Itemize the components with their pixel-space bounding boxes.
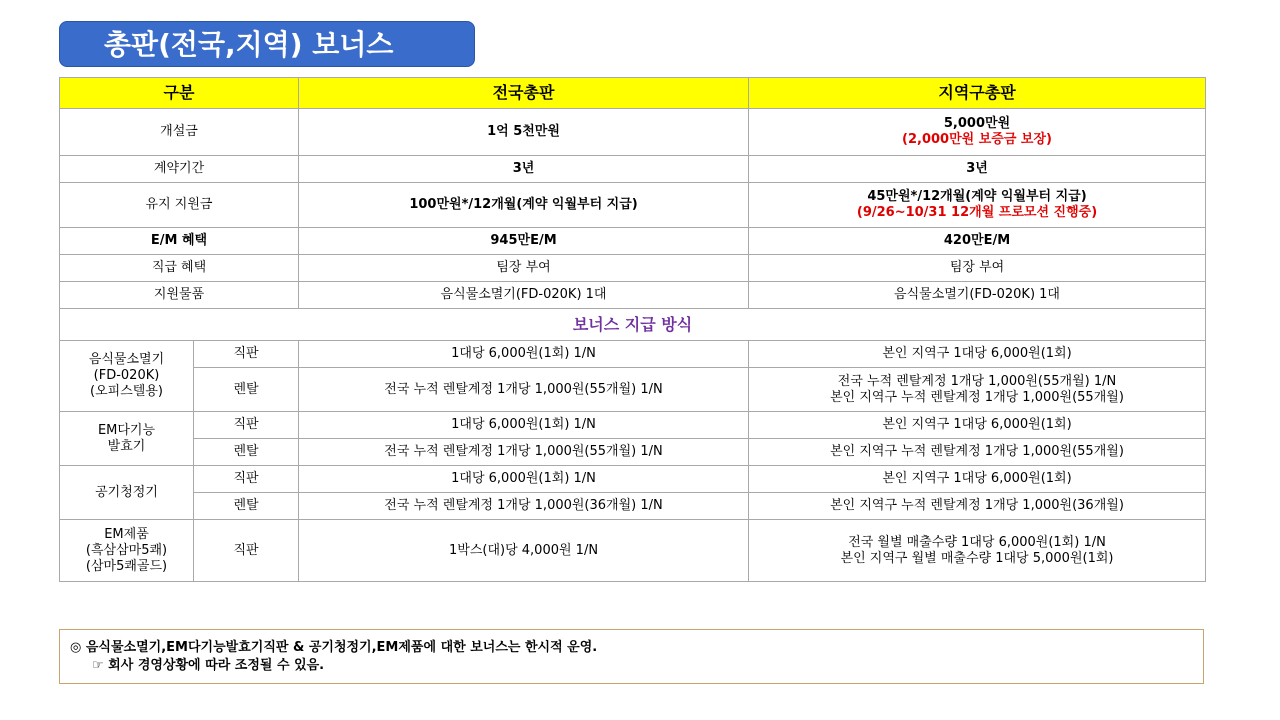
header-national: 전국총판 (299, 78, 749, 109)
regional-value: 음식물소멸기(FD-020K) 1대 (749, 282, 1206, 309)
table-row (60, 466, 1206, 493)
product-model: (FD-020K) (93, 368, 160, 383)
product-name: EM제품 (104, 526, 149, 542)
table-row (60, 156, 1206, 183)
regional-value: 본인 지역구 누적 렌탈계정 1개당 1,000원(55개월) (749, 439, 1206, 466)
product-cell (60, 412, 194, 466)
bonus-type: 직판 (194, 466, 299, 493)
table-row (60, 228, 1206, 255)
product-cell (60, 341, 194, 412)
regional-note: (2,000만원 보증금 보장) (902, 132, 1052, 147)
bonus-type: 직판 (194, 341, 299, 368)
national-value: 전국 누적 렌탈계정 1개당 1,000원(55개월) 1/N (299, 439, 749, 466)
table-row (60, 255, 1206, 282)
bonus-table (59, 77, 1206, 582)
table-row (60, 439, 1206, 466)
national-value: 3년 (299, 156, 749, 183)
regional-value: 본인 지역구 1대당 6,000원(1회) (749, 412, 1206, 439)
product-name: EM다기능 (97, 422, 156, 438)
regional-value: 420만E/M (749, 228, 1206, 255)
regional-value: 본인 지역구 누적 렌탈계정 1개당 1,000원(36개월) (749, 493, 1206, 520)
note-box (59, 629, 1204, 684)
row-label: 개설금 (60, 109, 299, 156)
table-row (60, 282, 1206, 309)
regional-value: 본인 지역구 1대당 6,000원(1회) (749, 466, 1206, 493)
product-cell (60, 466, 194, 520)
row-label: 유지 지원금 (60, 183, 299, 228)
note-line-1: ◎ 음식물소멸기,EM다기능발효기직판 & 공기청정기,EM제품에 대한 보너스는 한시적 운영. (70, 640, 598, 655)
national-value: 100만원*/12개월(계약 익월부터 지급) (299, 183, 749, 228)
table-row (60, 341, 1206, 368)
product-name-2: 발효기 (107, 438, 146, 454)
bonus-type: 직판 (194, 520, 299, 582)
bonus-type: 렌탈 (194, 493, 299, 520)
product-variant: (삼마5쾌골드) (85, 558, 168, 574)
national-value: 1대당 6,000원(1회) 1/N (299, 466, 749, 493)
regional-value: 3년 (749, 156, 1206, 183)
national-value: 전국 누적 렌탈계정 1개당 1,000원(36개월) 1/N (299, 493, 749, 520)
regional-value: 45만원*/12개월(계약 익월부터 지급) (867, 189, 1087, 204)
section-title: 보너스 지급 방식 (60, 309, 1206, 341)
regional-value: 5,000만원 (943, 116, 1011, 131)
note-line-2: ☞ 회사 경영상황에 따라 조정될 수 있음. (92, 658, 325, 673)
regional-cell (749, 109, 1206, 156)
national-value: 전국 누적 렌탈계정 1개당 1,000원(55개월) 1/N (299, 368, 749, 412)
product-variant: (흑삼삼마5쾌) (85, 542, 168, 558)
table-row (60, 109, 1206, 156)
national-value: 945만E/M (299, 228, 749, 255)
row-label: 직급 혜택 (60, 255, 299, 282)
header-category: 구분 (60, 78, 299, 109)
table-header-row (60, 78, 1206, 109)
regional-cell (749, 368, 1206, 412)
product-cell (60, 520, 194, 582)
regional-line: 전국 누적 렌탈계정 1개당 1,000원(55개월) 1/N (837, 373, 1117, 389)
national-value: 팀장 부여 (299, 255, 749, 282)
regional-cell (749, 183, 1206, 228)
table-row (60, 520, 1206, 582)
regional-line: 본인 지역구 월별 매출수량 1대당 5,000원(1회) (840, 550, 1114, 566)
regional-note: (9/26~10/31 12개월 프로모션 진행중) (856, 205, 1098, 220)
bonus-type: 직판 (194, 412, 299, 439)
product-name: 공기청정기 (95, 484, 158, 500)
bonus-type: 렌탈 (194, 439, 299, 466)
row-label: 계약기간 (60, 156, 299, 183)
table-row (60, 493, 1206, 520)
national-value: 1대당 6,000원(1회) 1/N (299, 412, 749, 439)
regional-line: 본인 지역구 누적 렌탈계정 1개당 1,000원(55개월) (830, 389, 1124, 405)
national-value: 음식물소멸기(FD-020K) 1대 (299, 282, 749, 309)
header-regional: 지역구총판 (749, 78, 1206, 109)
national-value: 1억 5천만원 (299, 109, 749, 156)
regional-value: 본인 지역구 1대당 6,000원(1회) (749, 341, 1206, 368)
page-title: 총판(전국,지역) 보너스 (59, 21, 475, 67)
product-name: 음식물소멸기 (88, 352, 165, 367)
product-note: (오피스텔용) (90, 384, 163, 399)
table-row (60, 183, 1206, 228)
regional-value: 팀장 부여 (749, 255, 1206, 282)
row-label: E/M 혜택 (60, 228, 299, 255)
table-row (60, 368, 1206, 412)
regional-cell (749, 520, 1206, 582)
table-row (60, 412, 1206, 439)
bonus-type: 렌탈 (194, 368, 299, 412)
row-label: 지원물품 (60, 282, 299, 309)
national-value: 1박스(대)당 4,000원 1/N (299, 520, 749, 582)
national-value: 1대당 6,000원(1회) 1/N (299, 341, 749, 368)
section-row (60, 309, 1206, 341)
regional-line: 전국 월별 매출수량 1대당 6,000원(1회) 1/N (848, 534, 1106, 550)
